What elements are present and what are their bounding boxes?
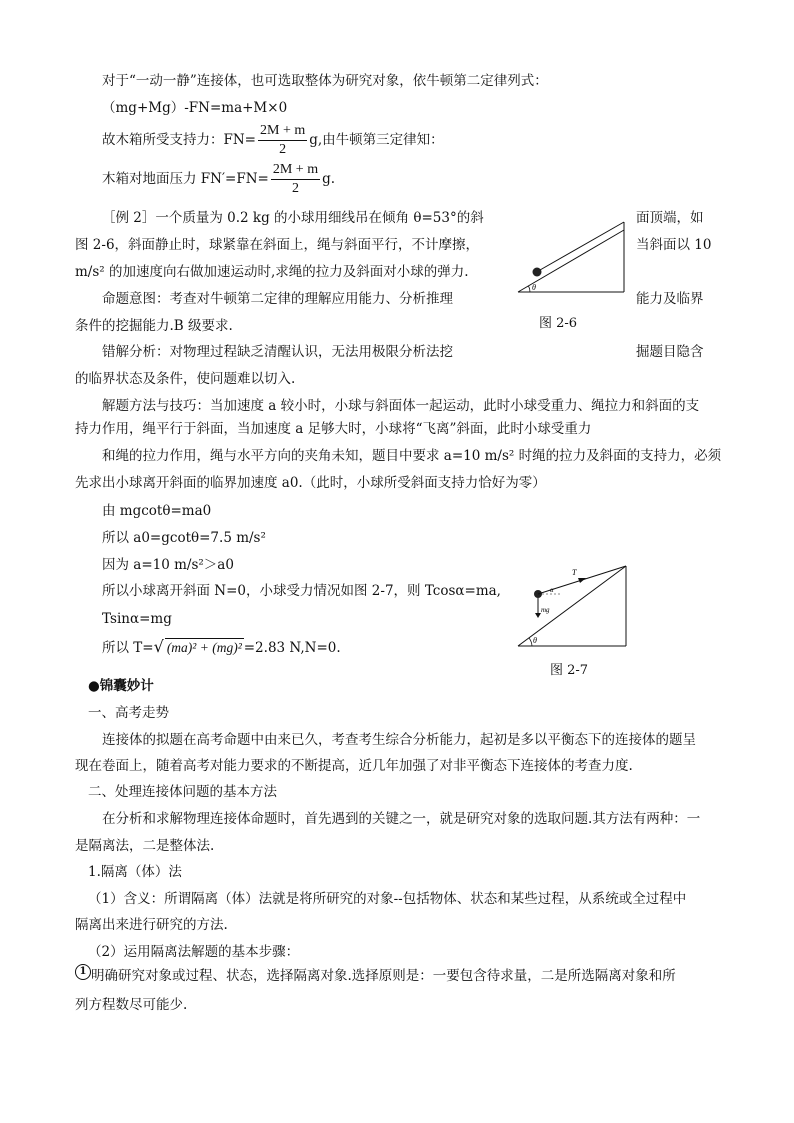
equation-line: （mg+Mg）-FN=ma+M×0 — [102, 100, 288, 116]
text-line: 在分析和求解物理连接体命题时，首先遇到的关键之一，就是研究对象的选取问题.其方法有两种：一 — [102, 811, 701, 827]
text-segment: 所以 T= — [102, 640, 154, 656]
text-line: ［例 2］一个质量为 0.2 kg 的小球用细线吊在倾角 θ=53°的斜 — [102, 210, 484, 226]
text-line: 命题意图：考查对牛顿第二定律的理解应用能力、分析推理 — [102, 291, 453, 307]
equation-line — [102, 159, 335, 199]
t-label: T — [572, 568, 577, 577]
text-line: 能力及临界 — [636, 291, 704, 307]
equation-line: Tsinα=mg — [102, 611, 172, 627]
section-heading: 1.隔离（体）法 — [88, 864, 182, 880]
text-line: 先求出小球离开斜面的临界加速度 a0.（此时，小球所受斜面支持力恰好为零） — [75, 475, 546, 491]
equation-line — [102, 638, 341, 657]
text-line: 持力作用，绳平行于斜面，当加速度 a 足够大时，小球将“飞离”斜面，此时小球受重力 — [75, 421, 592, 437]
text-line: 图 2-6，斜面静止时，球紧靠在斜面上，绳与斜面平行，不计摩擦， — [75, 237, 480, 253]
equation-line: 因为 a=10 m/s²＞a0 — [102, 557, 234, 573]
text-line: 和绳的拉力作用，绳与水平方向的夹角未知，题目中要求 a=10 m/s² 时绳的拉力及斜面的支持力，必须 — [102, 448, 722, 464]
text-line: （1）含义：所谓隔离（体）法就是将所研究的对象--包括物体、状态和某些过程，从系统或全过程中 — [88, 891, 687, 907]
text-line: 解题方法与技巧：当加速度 a 较小时，小球与斜面体一起运动，此时小球受重力、绳拉力和斜面的支 — [102, 398, 700, 414]
text-line: （2）运用隔离法解题的基本步骤： — [88, 944, 300, 960]
fraction-denominator: 2 — [279, 142, 287, 157]
theta-label: θ — [533, 636, 537, 645]
text-line: 列方程数尽可能少. — [75, 997, 188, 1013]
text-line: 连接体的拟题在高考命题中由来已久，考查考生综合分析能力，起初是多以平衡态下的连接体的题呈 — [102, 732, 696, 748]
text-segment: =2.83 N,N=0. — [243, 640, 341, 656]
text-line — [75, 967, 676, 986]
figure-caption: 图 2-6 — [539, 316, 578, 331]
theta-label: θ — [532, 283, 536, 292]
text-line: 是隔离法，二是整体法. — [75, 838, 215, 854]
equation-line — [102, 120, 444, 160]
text-line: 掘题目隐含 — [636, 344, 704, 360]
text-segment: g. — [322, 171, 336, 187]
section-heading: ●锦囊妙计 — [88, 678, 154, 694]
text-line: 对于“一动一静”连接体，也可选取整体为研究对象，依牛顿第二定律列式： — [102, 73, 548, 89]
equation-line: 所以小球离开斜面 N=0，小球受力情况如图 2-7，则 Tcosα=ma, — [102, 583, 501, 599]
figure-2-7 — [512, 560, 632, 652]
circled-number: 1 — [75, 964, 91, 980]
fraction-numerator: 2M + m — [271, 161, 320, 180]
sqrt-radicand: (ma)² + (mg)² — [166, 640, 242, 655]
figure-caption: 图 2-7 — [550, 663, 589, 678]
fraction-numerator: 2M + m — [258, 122, 307, 141]
section-heading: 二、处理连接体问题的基本方法 — [88, 784, 277, 800]
text-line: 隔离出来进行研究的方法. — [75, 917, 228, 933]
text-line: 错解分析：对物理过程缺乏清醒认识，无法用极限分析法挖 — [102, 344, 453, 360]
mg-label: mg — [541, 606, 550, 614]
figure-2-6 — [512, 200, 632, 300]
text-segment: 明确研究对象或过程、状态，选择隔离对象.选择原则是：一要包含待求量，二是所选隔离对象和所 — [91, 968, 676, 984]
equation-line: 所以 a0=gcotθ=7.5 m/s² — [102, 530, 266, 546]
text-segment: 故木箱所受支持力：FN= — [102, 132, 256, 148]
text-line: 的临界状态及条件，使问题难以切入. — [75, 371, 296, 387]
text-line: 当斜面以 10 — [636, 237, 712, 253]
text-segment: g,由牛顿第三定律知： — [309, 132, 444, 148]
text-line: 面顶端，如 — [636, 210, 704, 226]
fraction-denominator: 2 — [291, 181, 299, 196]
equation-line: 由 mgcotθ=ma0 — [102, 503, 212, 519]
sqrt-sign: √ — [153, 637, 164, 656]
text-line: m/s² 的加速度向右做加速运动时,求绳的拉力及斜面对小球的弹力. — [75, 264, 469, 280]
section-heading: 一、高考走势 — [88, 705, 169, 721]
fraction — [258, 122, 307, 159]
alpha-label: α — [550, 586, 554, 594]
text-line: 现在卷面上，随着高考对能力要求的不断提高，近几年加强了对非平衡态下连接体的考查力度. — [75, 758, 633, 774]
text-segment: 木箱对地面压力 FN′=FN= — [102, 171, 269, 187]
text-line: 条件的挖掘能力.B 级要求. — [75, 318, 233, 334]
fraction — [271, 161, 320, 198]
